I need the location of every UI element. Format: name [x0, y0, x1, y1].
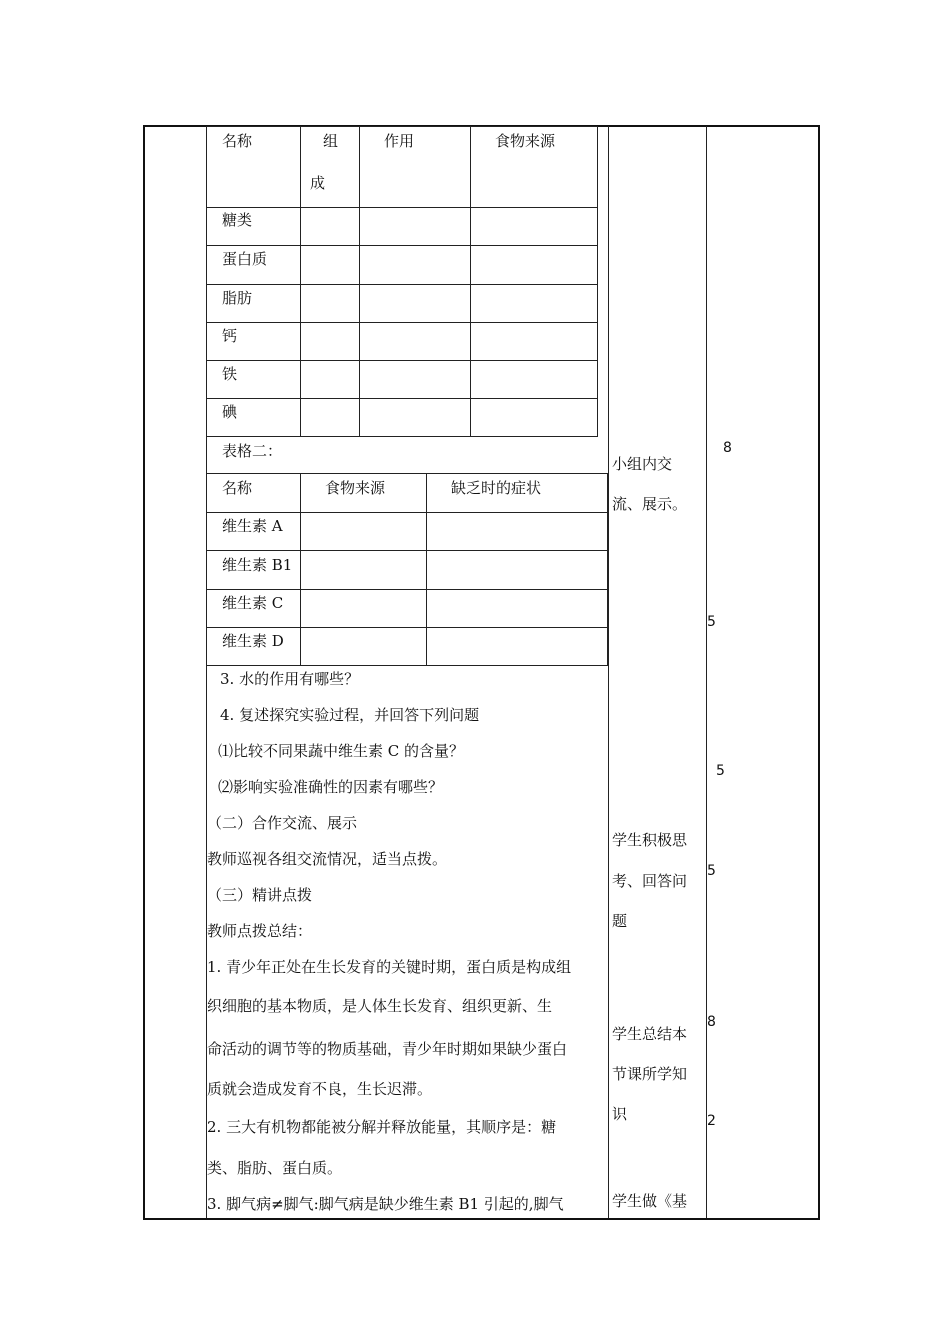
t2-caption: 表格二：: [222, 442, 283, 460]
t2-vline-1: [300, 473, 301, 666]
student-activity-2-line-1: 学生积极思: [612, 831, 688, 849]
t2-hline-2: [206, 550, 608, 551]
t2-header-food-source: 食物来源: [325, 479, 386, 497]
t1-header-name: 名称: [222, 132, 253, 150]
time-value: 5: [707, 614, 716, 630]
t1-row-sugar: 糖类: [222, 211, 253, 229]
t2-hline-5: [206, 665, 608, 666]
t1-hline-7: [206, 436, 598, 437]
point-2-line-1: 2. 三大有机物都能被分解并释放能量，其顺序是：糖: [207, 1118, 557, 1136]
student-activity-3-line-1: 学生总结本: [612, 1025, 688, 1043]
student-activity-1-line-2: 流、展示。: [612, 495, 688, 513]
column-divider-3: [706, 126, 707, 1218]
time-value: 5: [707, 863, 716, 879]
t2-header-name: 名称: [222, 479, 253, 497]
section-2-heading: （二）合作交流、展示: [207, 814, 358, 832]
t1-hline-4: [206, 322, 598, 323]
point-1-line-1: 1. 青少年正处在生长发育的关键时期，蛋白质是构成组: [207, 958, 572, 976]
outer-bottom-border: [143, 1218, 820, 1220]
t2-hline-4: [206, 627, 608, 628]
t2-hline-0: [206, 473, 608, 474]
point-1-line-4: 质就会造成发育不良，生长迟滞。: [207, 1080, 433, 1098]
t1-vline-right: [597, 126, 598, 437]
t2-vline-2: [426, 473, 427, 666]
point-1-line-2: 织细胞的基本物质，是人体生长发育、组织更新、生: [207, 997, 553, 1015]
t2-vline-right: [607, 473, 608, 666]
t1-vline-3: [470, 126, 471, 437]
t1-vline-2: [359, 126, 360, 437]
time-value: 2: [707, 1113, 716, 1129]
student-activity-3-line-3: 识: [612, 1105, 628, 1123]
time-value: 5: [716, 763, 725, 779]
t2-row-vitamin-d: 维生素 D: [222, 632, 284, 650]
t2-row-vitamin-c: 维生素 C: [222, 594, 284, 612]
student-activity-1-line-1: 小组内交: [612, 455, 673, 473]
t1-header-function: 作用: [384, 132, 415, 150]
t2-row-vitamin-b1: 维生素 B1: [222, 556, 293, 574]
section-3-heading: （三）精讲点拨: [207, 886, 313, 904]
time-value: 8: [723, 440, 732, 456]
t2-hline-3: [206, 589, 608, 590]
outer-left-border: [143, 125, 145, 1219]
t1-vline-1: [300, 126, 301, 437]
point-3-line-1: 3. 脚气病≠脚气:脚气病是缺少维生素 B1 引起的,脚气: [207, 1195, 564, 1213]
outer-right-border: [818, 125, 820, 1219]
t1-hline-6: [206, 398, 598, 399]
t1-row-fat: 脂肪: [222, 289, 253, 307]
point-1-line-3: 命活动的调节等的物质基础，青少年时期如果缺少蛋白: [207, 1040, 568, 1058]
t1-hline-2: [206, 245, 598, 246]
t1-hline-1: [206, 207, 598, 208]
t2-row-vitamin-a: 维生素 A: [222, 517, 283, 535]
student-activity-3-line-2: 节课所学知: [612, 1065, 688, 1083]
t2-header-symptoms: 缺乏时的症状: [451, 479, 542, 497]
t1-row-iodine: 碘: [222, 403, 238, 421]
column-divider-2: [608, 126, 609, 1218]
question-3: 3. 水的作用有哪些？: [220, 670, 360, 688]
t1-hline-3: [206, 284, 598, 285]
student-activity-2-line-3: 题: [612, 912, 628, 930]
t1-row-iron: 铁: [222, 365, 238, 383]
student-activity-4-line-1: 学生做《基: [612, 1192, 688, 1210]
summary-heading: 教师点拨总结：: [207, 922, 313, 940]
question-4-sub-1: ⑴比较不同果蔬中维生素 C 的含量？: [218, 742, 465, 760]
t1-row-calcium: 钙: [222, 327, 238, 345]
t1-header-food-source: 食物来源: [495, 132, 556, 150]
t1-header-composition-1: 组: [323, 132, 339, 150]
student-activity-2-line-2: 考、回答问: [612, 872, 688, 890]
time-value: 8: [707, 1014, 716, 1030]
question-4: 4. 复述探究实验过程，并回答下列问题: [220, 706, 480, 724]
t1-hline-5: [206, 360, 598, 361]
question-4-sub-2: ⑵影响实验准确性的因素有哪些？: [218, 778, 444, 796]
t1-hline-0: [206, 126, 598, 127]
t1-header-composition-2: 成: [310, 174, 326, 192]
t1-row-protein: 蛋白质: [222, 250, 268, 268]
point-2-line-2: 类、脂肪、蛋白质。: [207, 1159, 343, 1177]
t2-hline-1: [206, 512, 608, 513]
t1-vline-left: [206, 126, 207, 437]
section-2-text: 教师巡视各组交流情况，适当点拨。: [207, 850, 448, 868]
